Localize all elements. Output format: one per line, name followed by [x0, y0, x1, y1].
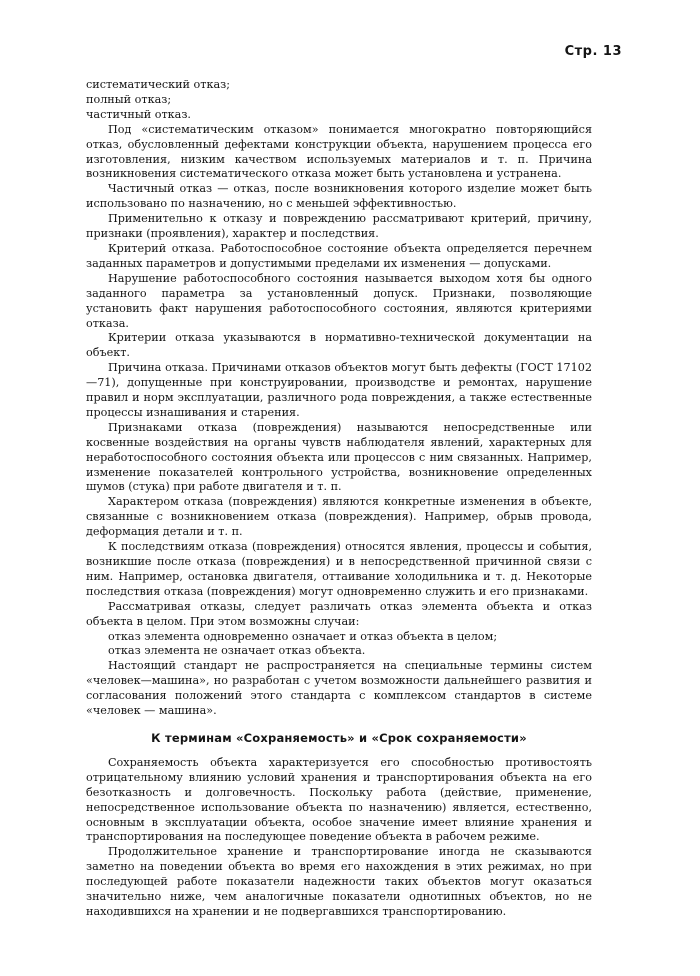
paragraph-criteria-documentation: Критерии отказа указываются в нормативно-технической документации на объект. — [86, 331, 592, 360]
paragraph-applicable-criteria: Применительно к отказу и повреждению рассматривают критерий, причину, признаки (проявления), характер и последствия. — [86, 212, 592, 241]
paragraph-failure-cause: Причина отказа. Причинами отказов объектов могут быть дефекты (ГОСТ 17102—71), допущенные при конструировании, производстве и ремонтах, нарушение правил и норм эксплуатации, различного рода повреждения, а также естественные процессы изнашивания и старения. — [86, 361, 592, 419]
paragraph-operability-violation: Нарушение работоспособного состояния называется выходом хотя бы одного заданного параметра за установленный допуск. Признаки, позволяющие установить факт нарушения работоспособного состояния, являются критериями отказа. — [86, 271, 592, 330]
paragraph-failure-criterion: Критерий отказа. Работоспособное состояние объекта определяется перечнем заданных параметров и допустимыми пределами их изменения — допусками. — [86, 241, 592, 270]
paragraph-failure-signs: Признаками отказа (повреждения) называются непосредственные или косвенные воздействия на органы чувств наблюдателя явлений, характерных для неработоспособного состояния объекта или процессов с ним связанных. Например, изменение показателей контрольного устройства, возникновение определенных шумов (стука) при работе двигателя и т. п. — [86, 420, 592, 494]
paragraph-standard-scope: Настоящий стандарт не распространяется на специальные термины систем «человек—машина», но разработан с учетом возможности дальнейшего развития и согласования положений этого стандарта с комплексом стандартов в системе «человек — машина». — [86, 659, 592, 718]
case-item-2: отказ элемента не означает отказ объекта. — [108, 644, 366, 658]
paragraph-storability: Сохраняемость объекта характеризуется его способностью противостоять отрицательному влиянию условий хранения и транспортирования объекта на его безотказность и долговечность. Поскольку работа (действие, применение, непосредственное использование объекта по назначению) является, естественно, основным в эксплуатации объекта, особое значение имеет влияние хранения и транспортирования на последующее поведение объекта в рабочем режиме. — [86, 755, 592, 844]
paragraph-long-storage: Продолжительное хранение и транспортирование иногда не сказываются заметно на поведении объекта во время его нахождения в этих режимах, но при последующей работе показатели надежности таких объектов могут оказаться значительно ниже, чем аналогичные показатели однотипных объектов, но не находившихся на хранении и не подвергавшихся транспортированию. — [86, 845, 592, 918]
section-heading-storability: К терминам «Сохраняемость» и «Срок сохраняемости» — [151, 730, 527, 745]
paragraph-failure-consequences: К последствиям отказа (повреждения) относятся явления, процессы и события, возникшие после отказа (повреждения) и в непосредственной причинной связи с ним. Например, остановка двигателя, оттаивание холодильника и т. д. Некоторые последствия отказа (повреждения) могут одновременно служить и его признаками. — [86, 540, 592, 598]
paragraph-systematic-failure: Под «систематическим отказом» понимается многократно повторяющийся отказ, обусловленный дефектами конструкции объекта, нарушением процесса его изготовления, низким качеством используемых материалов и т. п. Причина возникновения систематического отказа может быть установлена и устранена. — [86, 122, 592, 181]
list-item-partial: частичный отказ. — [86, 107, 191, 121]
list-item-systematic: систематический отказ; — [86, 78, 231, 91]
paragraph-partial-failure: Частичный отказ — отказ, после возникновения которого изделие может быть использовано по назначению, но с меньшей эффективностью. — [86, 182, 592, 211]
document-body — [86, 78, 592, 920]
paragraph-failure-nature: Характером отказа (повреждения) являются конкретные изменения в объекте, связанные с возникновением отказа (повреждения). Например, обрыв провода, деформация детали и т. п. — [86, 495, 592, 539]
page-number: Стр. 13 — [564, 44, 622, 59]
list-item-complete: полный отказ; — [86, 92, 172, 106]
paragraph-element-vs-object: Рассматривая отказы, следует различать отказ элемента объекта и отказ объекта в целом. При этом возможны случаи: — [86, 599, 592, 628]
case-item-1: отказ элемента одновременно означает и отказ объекта в целом; — [108, 629, 498, 643]
